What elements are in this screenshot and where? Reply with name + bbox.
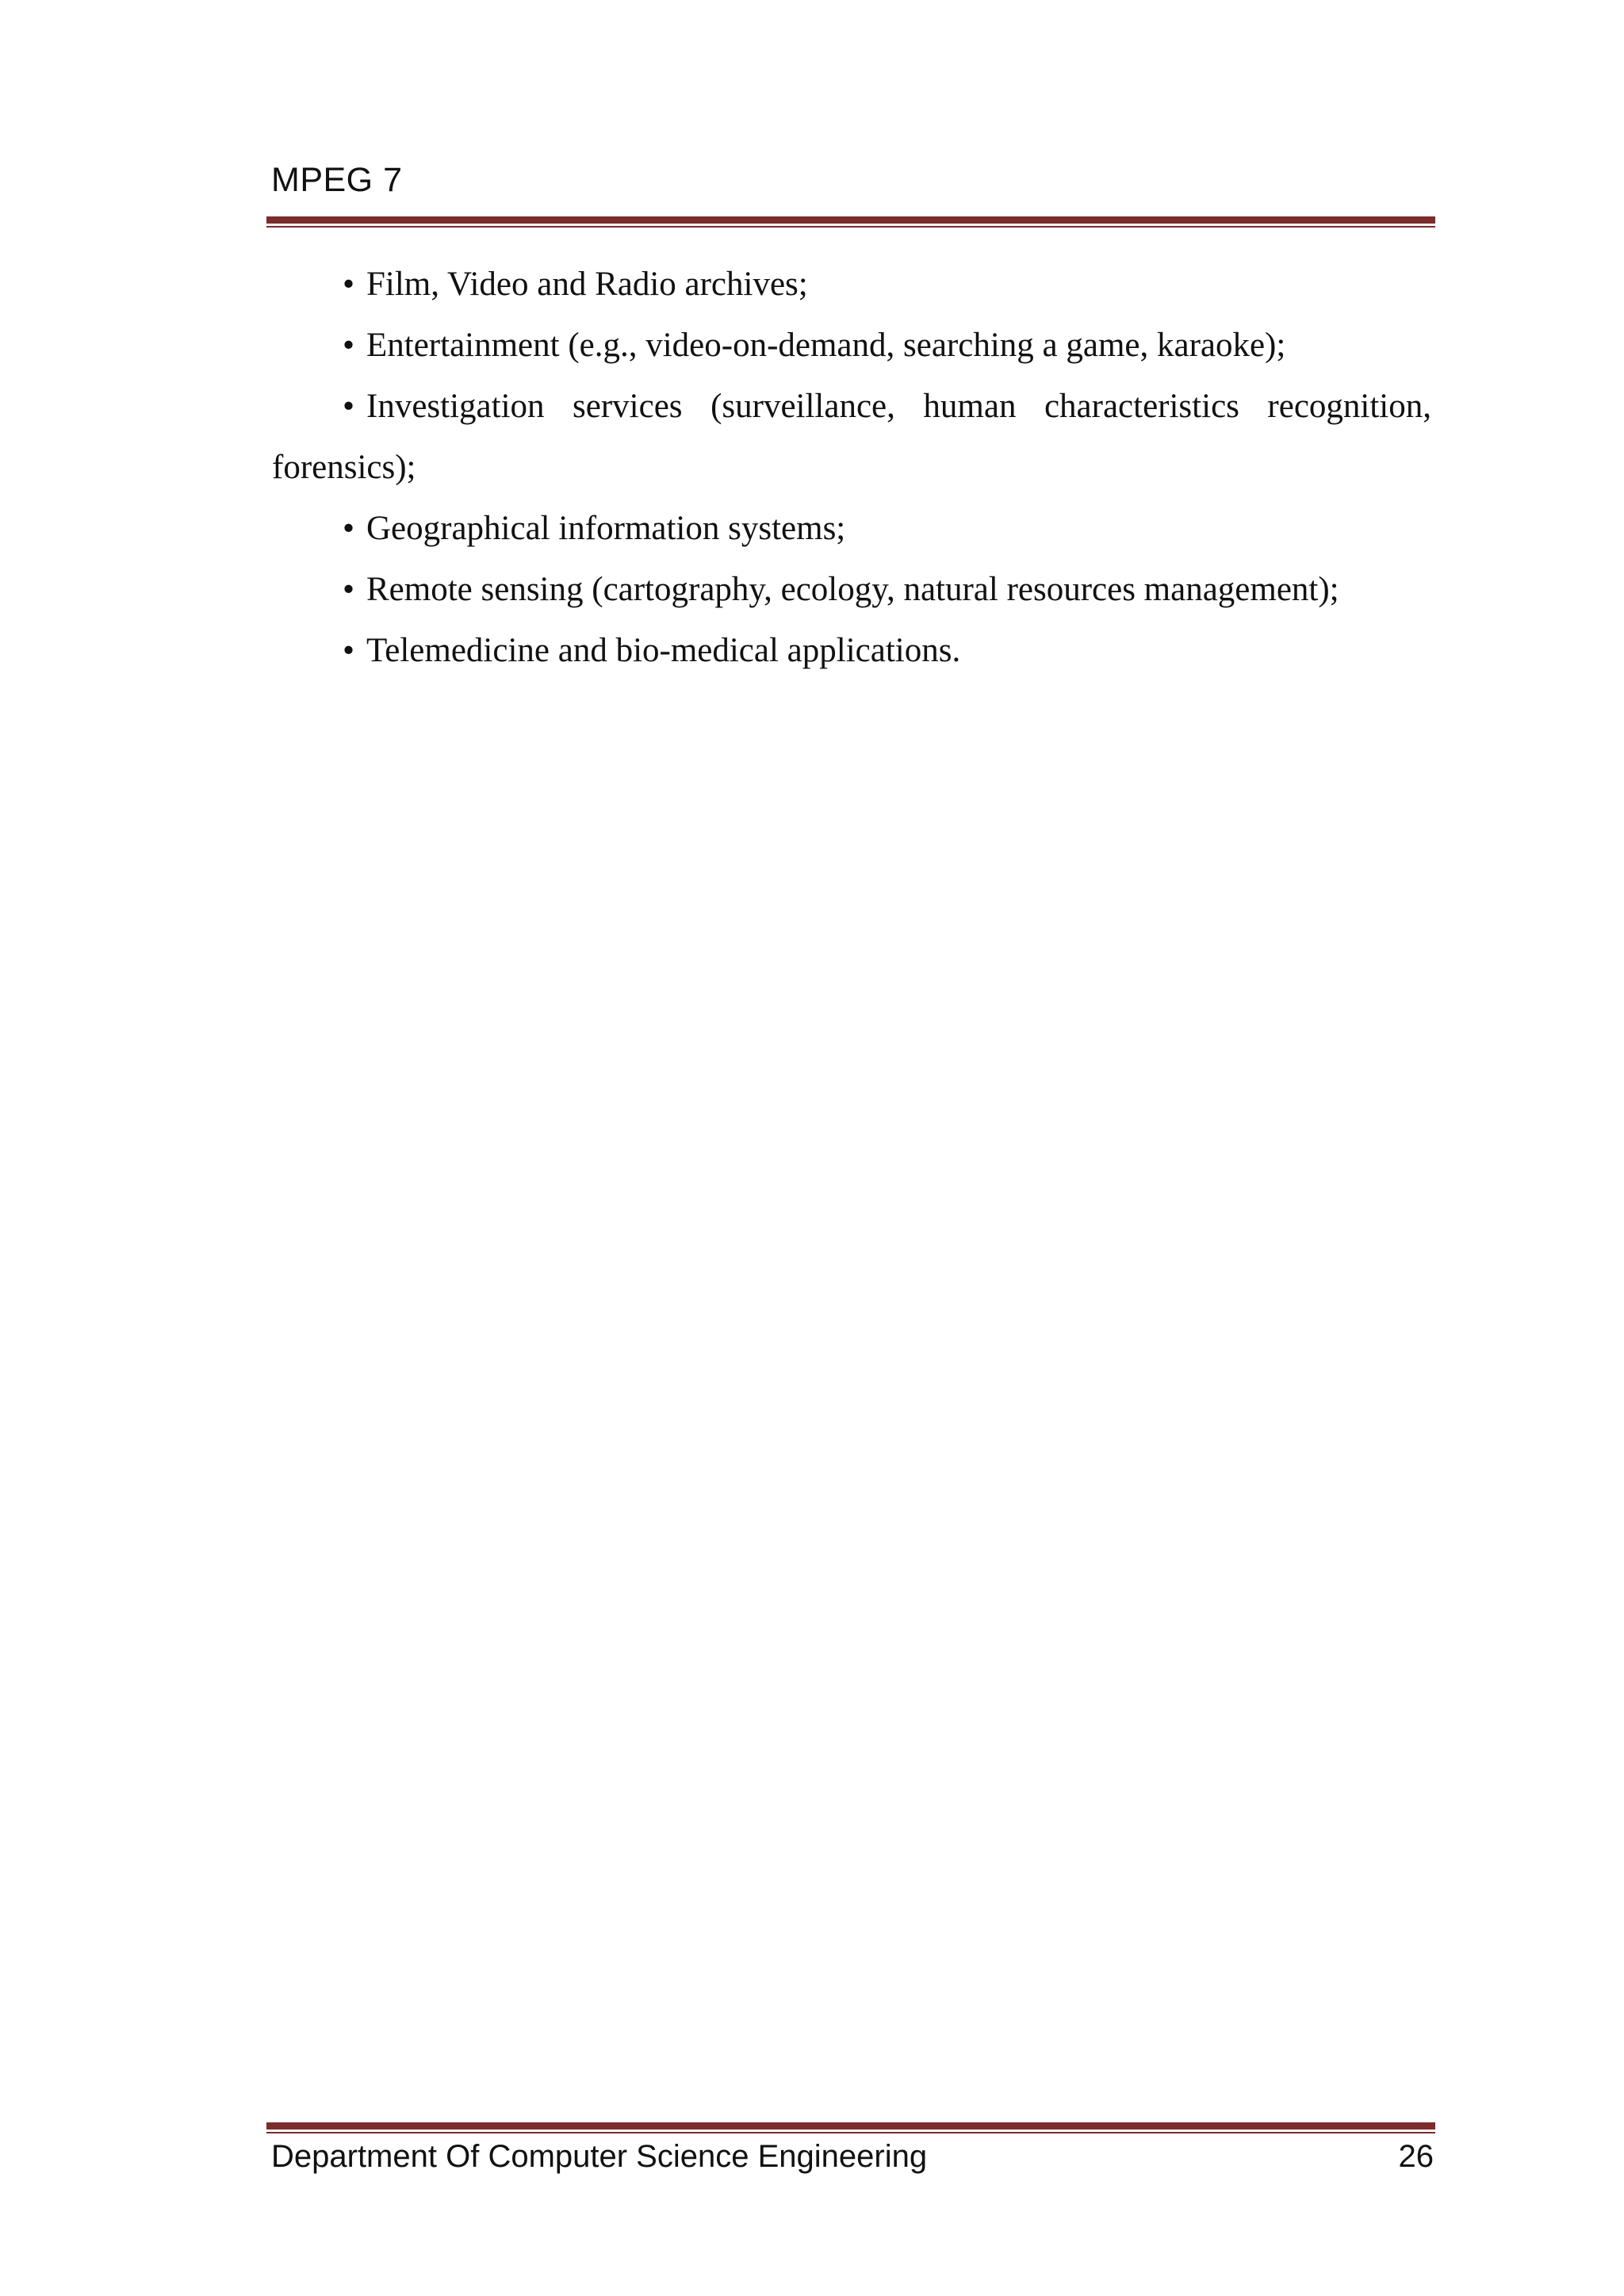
bullet-list xyxy=(272,254,1431,681)
list-item-text: Telemedicine and bio-medical applications. xyxy=(366,632,961,669)
list-item xyxy=(272,254,1431,315)
list-item-text: Film, Video and Radio archives; xyxy=(366,266,808,303)
list-item xyxy=(272,315,1431,376)
list-item xyxy=(272,376,1431,498)
bullet-icon: • xyxy=(343,266,355,303)
header-rule-thick xyxy=(266,216,1435,224)
bullet-icon: • xyxy=(343,510,355,547)
footer-rule-thin xyxy=(266,2132,1435,2133)
bullet-icon: • xyxy=(343,327,355,364)
footer-rule-thick xyxy=(266,2122,1435,2130)
list-item-text: Investigation services (surveillance, human characteristics recognition, forensics); xyxy=(272,388,1431,486)
footer-department: Department Of Computer Science Engineering xyxy=(271,2139,928,2174)
bullet-icon: • xyxy=(343,632,355,669)
list-item-text: Geographical information systems; xyxy=(366,510,846,547)
header-rule-thin xyxy=(266,226,1435,228)
page-number: 26 xyxy=(1398,2139,1434,2174)
bullet-icon: • xyxy=(343,388,355,425)
list-item xyxy=(272,559,1431,620)
list-item xyxy=(272,620,1431,681)
list-item xyxy=(272,498,1431,559)
list-item-text: Entertainment (e.g., video-on-demand, searching a game, karaoke); xyxy=(366,327,1286,364)
list-item-text: Remote sensing (cartography, ecology, natural resources management); xyxy=(366,571,1339,608)
running-header-title: MPEG 7 xyxy=(271,161,403,199)
bullet-icon: • xyxy=(343,571,355,608)
